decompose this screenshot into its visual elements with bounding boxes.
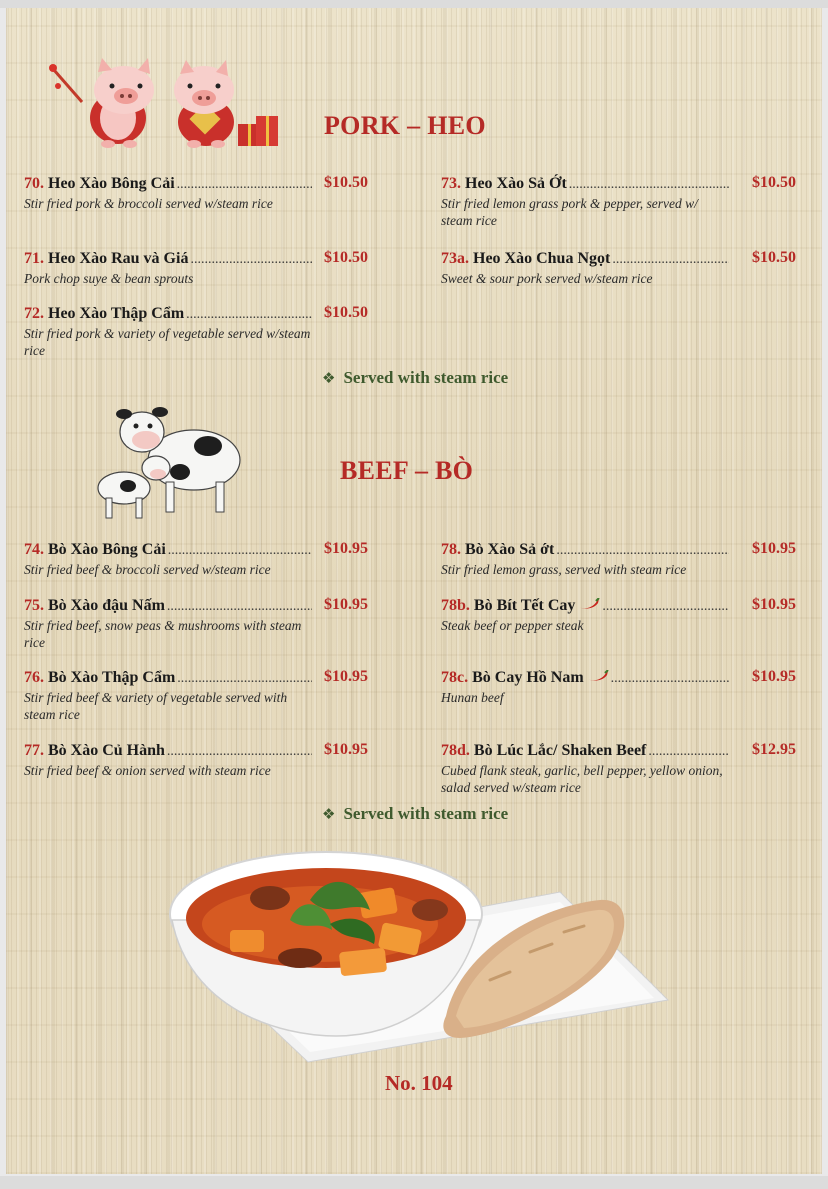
item-description: Pork chop suye & bean sprouts [24,271,194,286]
diamond-bullet-icon: ❖ [322,369,336,387]
item-name: Heo Xào Rau và Giá [48,250,189,267]
item-description: Steak beef or pepper steak [441,618,584,633]
menu-item-73[interactable] [441,174,731,229]
item-number: 71. [24,250,44,267]
item-name: Heo Xào Sả Ớt [465,175,567,192]
chili-pepper-icon [578,598,600,610]
beef-section-title: BEEF – BÒ [340,456,474,485]
dot-leader [167,742,312,761]
pork-section-title: PORK – HEO [324,111,486,140]
dot-leader [612,250,729,269]
dot-leader [168,541,312,560]
dot-leader [190,250,312,269]
item-number: 70. [24,175,44,192]
item-description: Stir fried beef, snow peas & mushrooms with steam rice [24,618,302,650]
menu-item-78d[interactable] [441,741,731,796]
item-description: Hunan beef [441,690,504,705]
menu-item-74[interactable] [24,540,314,578]
item-description: Stir fried lemon grass, served with steam rice [441,562,687,577]
note-text: Served with steam rice [343,368,509,387]
menu-item-70[interactable] [24,174,314,212]
item-price: $12.95 [752,741,796,758]
item-description: Stir fried lemon grass pork & pepper, served w/ steam rice [441,196,698,228]
menu-item-78[interactable] [441,540,731,578]
menu-item-78b[interactable] [441,596,731,634]
bottom-page-edge [0,1176,828,1189]
menu-item-71[interactable] [24,249,314,287]
dot-leader [556,541,729,560]
item-number: 76. [24,669,44,686]
item-price: $10.50 [752,174,796,191]
item-name: Bò Bít Tết Cay [473,597,576,614]
item-name: Bò Xào Củ Hành [48,742,165,759]
item-number: 72. [24,305,44,322]
served-with-rice-note [322,368,508,388]
item-price: $10.50 [752,249,796,266]
item-number: 73. [441,175,461,192]
item-description: Stir fried pork & broccoli served w/steam rice [24,196,273,211]
item-number: 73a. [441,250,469,267]
photo-caption: No. 104 [385,1071,453,1095]
menu-item-75[interactable] [24,596,314,651]
dot-leader [602,597,729,616]
item-price: $10.95 [324,668,368,685]
item-price: $10.95 [752,596,796,613]
item-number: 78c. [441,669,469,686]
item-name: Heo Xào Bông Cải [48,175,175,192]
item-name: Bò Xào Sả ớt [465,541,555,558]
item-price: $10.95 [752,540,796,557]
item-description: Sweet & sour pork served w/steam rice [441,271,653,286]
item-number: 77. [24,742,44,759]
chili-pepper-icon [587,670,609,682]
item-number: 78b. [441,597,470,614]
item-price: $10.95 [324,596,368,613]
item-name: Bò Xào đậu Nấm [48,597,165,614]
item-number: 78d. [441,742,470,759]
item-name: Bò Lúc Lắc/ Shaken Beef [473,742,647,759]
dot-leader [167,597,312,616]
item-price: $10.50 [324,304,368,321]
item-description: Stir fried beef & variety of vegetable served with steam rice [24,690,288,722]
menu-item-72[interactable] [24,304,314,359]
beef-stew-photo [160,840,680,1072]
dot-leader [648,742,729,761]
menu-item-73a[interactable] [441,249,731,287]
dot-leader [611,669,729,688]
served-with-rice-note [322,804,508,824]
cow-mascot-icon [84,402,254,522]
item-description: Stir fried beef & onion served with steam rice [24,763,271,778]
pig-mascot-icon [46,56,282,152]
item-description: Stir fried beef & broccoli served w/steam rice [24,562,271,577]
item-price: $10.95 [752,668,796,685]
item-name: Bò Cay Hồ Nam [472,669,584,686]
item-description: Cubed flank steak, garlic, bell pepper, yellow onion, salad served w/steam rice [441,763,723,795]
item-name: Heo Xào Chua Ngọt [473,250,611,267]
note-text: Served with steam rice [343,804,509,823]
item-price: $10.95 [324,540,368,557]
dot-leader [186,305,312,324]
menu-item-78c[interactable] [441,668,731,706]
item-name: Bò Xào Bông Cải [48,541,166,558]
item-number: 78. [441,541,461,558]
dot-leader [177,669,312,688]
item-price: $10.50 [324,174,368,191]
item-number: 74. [24,541,44,558]
item-description: Stir fried pork & variety of vegetable served w/steam rice [24,326,311,358]
menu-item-77[interactable] [24,741,314,779]
diamond-bullet-icon: ❖ [322,805,336,823]
dot-leader [569,175,729,194]
dot-leader [177,175,312,194]
item-name: Heo Xào Thập Cẩm [48,305,185,322]
item-price: $10.50 [324,249,368,266]
item-number: 75. [24,597,44,614]
item-name: Bò Xào Thập Cẩm [48,669,176,686]
item-price: $10.95 [324,741,368,758]
menu-item-76[interactable] [24,668,314,723]
top-page-edge [0,0,828,8]
